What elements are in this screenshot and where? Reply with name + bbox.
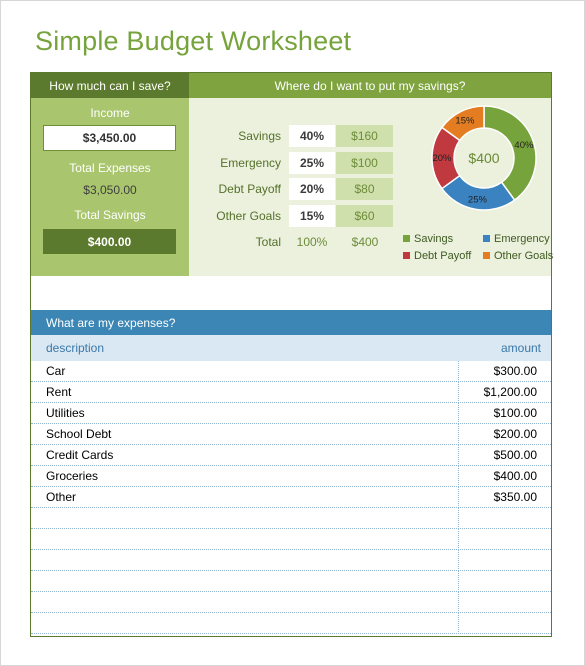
column-divider	[458, 403, 459, 424]
legend-swatch	[403, 252, 410, 259]
allocation-header: Where do I want to put my savings?	[189, 73, 551, 98]
total-savings-label: Total Savings	[74, 208, 146, 222]
donut-slice-label: 25%	[467, 194, 487, 206]
total-savings-value: $400.00	[43, 229, 176, 254]
allocation-label: Emergency	[220, 156, 281, 170]
legend-label: Other Goals	[494, 250, 554, 262]
column-header-amount: amount	[500, 341, 541, 355]
expense-description-cell[interactable]: Rent	[46, 385, 72, 399]
legend-swatch	[483, 235, 490, 242]
expense-amount-cell[interactable]: $500.00	[493, 448, 537, 462]
expense-description-cell[interactable]: Car	[46, 364, 66, 378]
allocation-amount: $100	[336, 152, 393, 174]
legend-item	[483, 250, 553, 262]
expense-amount-cell[interactable]: $300.00	[493, 364, 537, 378]
expense-amount-cell[interactable]: $350.00	[493, 490, 537, 504]
column-header-description: description	[46, 341, 105, 355]
allocation-total-amount: $400	[351, 235, 379, 249]
table-row[interactable]	[31, 529, 551, 550]
table-row[interactable]	[31, 361, 551, 382]
budget-sheet	[30, 72, 552, 637]
allocation-total-label: Total	[255, 235, 281, 249]
income-panel	[31, 98, 189, 276]
allocation-amount: $80	[336, 178, 393, 200]
donut-slice-label: 20%	[432, 153, 452, 164]
table-row[interactable]	[31, 571, 551, 592]
column-divider	[458, 571, 459, 592]
column-divider	[458, 529, 459, 550]
table-row[interactable]	[31, 487, 551, 508]
allocation-label: Debt Payoff	[218, 182, 281, 196]
expense-description-cell[interactable]: Utilities	[46, 406, 85, 420]
expense-description-cell[interactable]: Credit Cards	[46, 448, 114, 462]
table-row[interactable]	[31, 550, 551, 571]
table-row[interactable]	[31, 466, 551, 487]
expense-description-cell[interactable]: Other	[46, 490, 77, 504]
legend-item	[403, 233, 453, 245]
allocation-amount: $160	[336, 125, 393, 147]
income-input[interactable]: $3,450.00	[43, 125, 176, 151]
column-divider	[458, 487, 459, 508]
allocation-pct-input[interactable]: 15%	[289, 205, 335, 227]
legend-label: Savings	[414, 233, 454, 245]
table-row[interactable]	[31, 424, 551, 445]
table-row[interactable]	[31, 592, 551, 613]
donut-slice-label: 15%	[455, 115, 475, 127]
expense-amount-cell[interactable]: $1,200.00	[483, 385, 537, 399]
table-row[interactable]	[31, 445, 551, 466]
legend-swatch	[403, 235, 410, 242]
expense-amount-cell[interactable]: $200.00	[493, 427, 537, 441]
legend-label: Debt Payoff	[414, 250, 472, 262]
column-divider	[458, 424, 459, 445]
expense-amount-cell[interactable]: $100.00	[493, 406, 537, 420]
table-row[interactable]	[31, 508, 551, 529]
legend-label: Emergency	[494, 233, 550, 245]
column-divider	[458, 613, 459, 634]
legend-item	[483, 233, 550, 245]
legend-item	[403, 250, 471, 262]
allocation-total-pct: 100%	[296, 235, 328, 249]
allocation-amount: $60	[336, 205, 393, 227]
expenses-column-headers	[31, 335, 551, 361]
expenses-header: What are my expenses?	[31, 310, 551, 335]
column-divider	[458, 382, 459, 403]
allocation-label: Savings	[238, 129, 281, 143]
total-expenses-value: $3,050.00	[83, 183, 137, 197]
table-row[interactable]	[31, 403, 551, 424]
legend-swatch	[483, 252, 490, 259]
expenses-table	[31, 361, 551, 634]
allocation-pct-input[interactable]: 25%	[289, 152, 335, 174]
expense-description-cell[interactable]: School Debt	[46, 427, 112, 441]
donut-slice-label: 40%	[514, 140, 534, 152]
table-row[interactable]	[31, 382, 551, 403]
column-divider	[458, 508, 459, 529]
column-divider	[458, 361, 459, 382]
table-row[interactable]	[31, 613, 551, 634]
allocation-label: Other Goals	[216, 209, 281, 223]
save-header: How much can I save?	[31, 73, 189, 98]
allocation-pct-input[interactable]: 20%	[289, 178, 335, 200]
allocation-panel	[189, 98, 554, 276]
allocation-pct-input[interactable]: 40%	[289, 125, 335, 147]
column-divider	[458, 550, 459, 571]
page-title: Simple Budget Worksheet	[35, 26, 352, 56]
column-divider	[458, 592, 459, 613]
expense-amount-cell[interactable]: $400.00	[493, 469, 537, 483]
column-divider	[458, 466, 459, 487]
donut-center-label: $400	[468, 150, 500, 166]
donut-svg	[421, 104, 551, 214]
expense-description-cell[interactable]: Groceries	[46, 469, 99, 483]
column-divider	[458, 445, 459, 466]
total-expenses-label: Total Expenses	[69, 161, 151, 175]
income-label: Income	[90, 106, 130, 120]
